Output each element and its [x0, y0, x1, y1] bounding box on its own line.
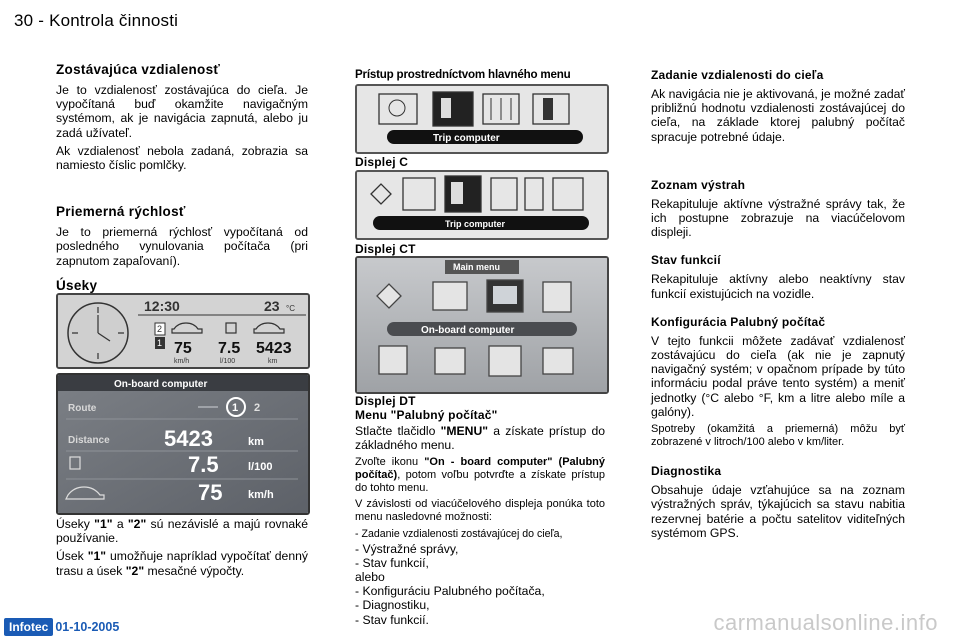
lcd-segment-2: 2	[157, 324, 163, 334]
menu-instruction-1: Stlačte tlačidlo "MENU" a získate prístup do základného menu.	[355, 424, 605, 453]
obc-distance-value: 5423	[164, 426, 213, 451]
lcd-time: 12:30	[144, 298, 180, 314]
page-title: Kontrola činnosti	[49, 11, 179, 30]
obc-speed-unit: km/h	[248, 489, 274, 501]
remaining-distance-note: Ak vzdialenosť nebola zadaná, zobrazia sa namiesto číslic pomlčky.	[56, 143, 308, 173]
display-ct-banner: Trip computer	[445, 219, 506, 229]
sections-text-1: Úseky "1" a "2" sú nezávislé a majú rovnaké používanie.	[56, 517, 308, 546]
obc-distance-unit: km	[248, 436, 264, 448]
dt-main-menu-title: Main menu	[453, 262, 501, 272]
heading-warning-list: Zoznam výstrah	[651, 177, 746, 192]
dt-banner: On-board computer	[421, 325, 515, 336]
display-ct-screen-image	[355, 170, 609, 240]
on-board-computer-screen-image	[56, 373, 310, 515]
lcd-unit-distance: km	[268, 358, 278, 365]
lcd-segment-1: 1	[157, 338, 163, 348]
middle-column-text	[355, 395, 605, 627]
lcd-unit-speed: km/h	[174, 358, 190, 365]
heading-sections: Úseky	[56, 277, 98, 293]
obc-consumption-value: 7.5	[188, 452, 219, 477]
obc-speed-value: 75	[198, 480, 223, 505]
heading-average-speed: Priemerná rýchlosť	[56, 204, 186, 220]
main-menu-access-heading: Prístup prostredníctvom hlavného menu	[355, 68, 571, 81]
page-header	[14, 11, 178, 31]
or-text: alebo	[355, 569, 385, 584]
list-item: - Zadanie vzdialenosti zostávajúcej do cieľa,	[355, 527, 605, 541]
obc-consumption-unit: l/100	[248, 461, 273, 473]
video-icon	[543, 348, 573, 374]
lcd-temp: 23	[264, 298, 280, 314]
list-item: - Stav funkcií,	[355, 556, 605, 570]
obc-title: On-board computer	[114, 379, 208, 390]
configuration-note: Spotreby (okamžitá a priemerná) môžu byť zobrazené v litroch/100 alebo v km/liter.	[651, 423, 905, 448]
audio-icon	[433, 282, 467, 310]
left-column	[56, 62, 308, 299]
settings-icon	[435, 348, 465, 374]
display-c-screen-image	[355, 84, 609, 154]
menu-instruction-3: V závislosti od viacúčelového displeja ponúka toto menu nasledovné možnosti:	[355, 498, 605, 523]
page-number: 30	[14, 11, 34, 30]
infotec-logo: Infotec	[4, 618, 53, 636]
display-dt-caption: Displej DT	[355, 394, 416, 408]
configuration-text: V tejto funkcii môžete zadávať vzdialenosť zostávajúcu do cieľa (ak nie je zapnutý navigačný systém; v opačnom prípade by túto informáciu podal práve tento systém) a meniť jednotky (°C alebo °F, km a litre alebo míle a galóny).	[651, 333, 905, 419]
lcd-display-image	[56, 293, 310, 369]
lcd-value-speed: 75	[174, 340, 192, 357]
sections-text-2: Úsek "1" umožňuje napríklad vypočítať denný trasu a úsek "2" mesačné výpočty.	[56, 549, 308, 578]
menu-instruction-2: Zvoľte ikonu "On - board computer" (Palubný počítač), potom voľbu potvrďte a získate prístup do tohto menu.	[355, 456, 605, 494]
heading-remaining-distance: Zostávajúca vzdialenosť	[56, 62, 221, 77]
list-item: - Výstražné správy,	[355, 542, 605, 556]
menu-heading: Menu "Palubný počítač"	[355, 408, 498, 422]
warning-list-text: Rekapituluje aktívne výstražné správy tak, že ich postupne zobrazuje na viacúčelovom displeji.	[651, 196, 905, 240]
footer	[4, 618, 119, 636]
lcd-temp-unit: °C	[286, 304, 295, 313]
list-item: - Diagnostiku,	[355, 598, 605, 612]
heading-function-status: Stav funkcií	[651, 253, 721, 268]
trip-computer-icon	[433, 92, 473, 126]
display-dt-screen-image	[355, 256, 609, 394]
heading-enter-distance: Zadanie vzdialenosti do cieľa	[651, 68, 824, 82]
display-c-caption: Displej C	[355, 155, 409, 169]
function-status-text: Rekapituluje aktívny alebo neaktívny stav funkcií existujúcich na vozidle.	[651, 272, 905, 301]
menu-options-list	[355, 527, 605, 570]
lcd-unit-consumption: l/100	[220, 358, 236, 365]
display-ct-caption: Displej CT	[355, 242, 416, 256]
header-separator: -	[38, 11, 45, 30]
right-column	[651, 68, 905, 544]
phone-icon	[379, 346, 407, 374]
lcd-value-consumption: 7.5	[218, 340, 241, 357]
average-speed-text: Je to priemerná rýchlosť vypočítaná od posledného vynulovania počítača (pri zapnutom zapaľovaní).	[56, 225, 308, 268]
map-icon	[489, 346, 521, 376]
footer-date: 01-10-2005	[55, 620, 120, 634]
lcd-value-distance: 5423	[256, 340, 292, 357]
remaining-distance-text: Je to vzdialenosť zostávajúca do cieľa. Je vypočítaná buď okamžite navigačným systémom, ak je navigácia zapnutá, alebo ju zadá užívateľ.	[56, 83, 308, 140]
obc-route-label: Route	[68, 403, 97, 414]
display-c-banner: Trip computer	[433, 133, 500, 144]
heading-configuration: Konfigurácia Palubný počítač	[651, 314, 826, 329]
heading-diagnostics: Diagnostika	[651, 464, 722, 479]
list-icon	[543, 282, 571, 312]
list-item: - Konfiguráciu Palubného počítača,	[355, 584, 605, 598]
list-item: - Stav funkcií.	[355, 613, 605, 627]
obc-distance-label: Distance	[68, 435, 110, 446]
enter-distance-text: Ak navigácia nie je aktivovaná, je možné zadať približnú hodnotu vzdialenosti zostávajúcej do cieľa, na základe ktorej palubný počítač spracuje potrebné údaje.	[651, 87, 905, 144]
watermark: carmanualsonline.info	[713, 610, 938, 635]
obc-route-2: 2	[254, 402, 261, 414]
menu-options-list-alt	[355, 584, 605, 627]
diagnostics-text: Obsahuje údaje vzťahujúce sa na zoznam výstražných správ, týkajúcich sa stavu nabitia rezervnej batérie a počtu satelitov viditeľných systémom GPS.	[651, 483, 905, 540]
left-column-bottom	[56, 517, 308, 582]
obc-route-1: 1	[232, 402, 239, 414]
